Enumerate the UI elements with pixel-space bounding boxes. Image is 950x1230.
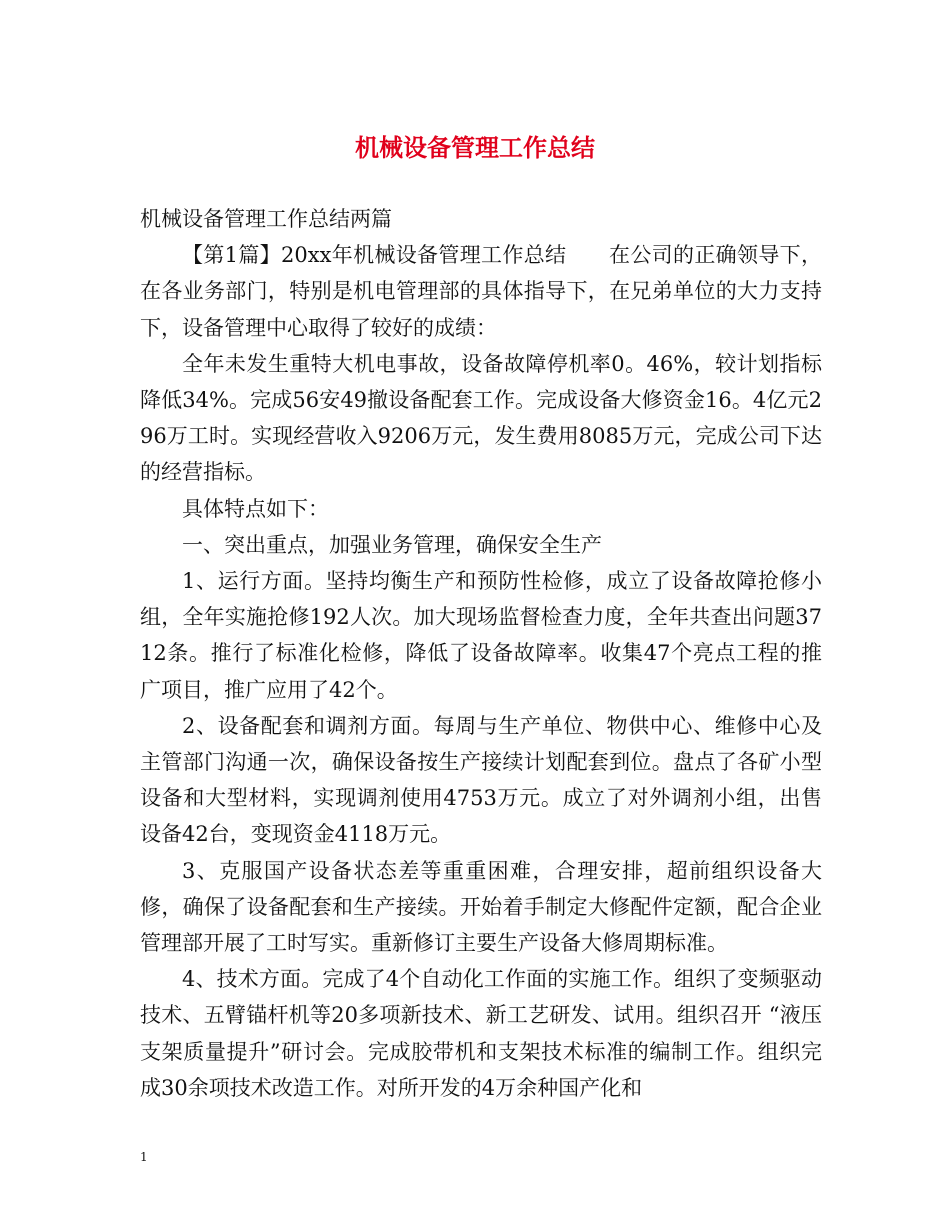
paragraph-technology: 4、技术方面。完成了4个自动化工作面的实施工作。组织了变频驱动技术、五臂锚杆机等20多项新技术、新工艺研发、试用。组织召开 “液压支架质量提升”研讨会。完成胶带机和支架技术标准的编制工作。组织完成30余项技术改造工作。对所开发的4万余种国产化和 (140, 967, 822, 1100)
paragraph-achievements: 全年未发生重特大机电事故，设备故障停机率0。46%，较计划指标降低34%。完成56安49撤设备配套工作。完成设备大修资金16。4亿元296万工时。实现经营收入9206万元，发生费用8085万元，完成公司下达的经营指标。 (140, 351, 822, 485)
paragraph-equipment-allocation: 2、设备配套和调剂方面。每周与生产单位、物供中心、维修中心及主管部门沟通一次，确保设备按生产接续计划配套到位。盘点了各矿小型设备和大型材料，实现调剂使用4753万元。成立了对外调剂小组，出售设备42台，变现资金4118万元。 (140, 713, 822, 847)
paragraph-intro: 【第1篇】20xx年机械设备管理工作总结 在公司的正确领导下，在各业务部门，特别是机电管理部的具体指导下，在兄弟单位的大力支持下，设备管理中心取得了较好的成绩： (140, 243, 822, 340)
section-heading-1: 一、突出重点，加强业务管理，确保安全生产 (182, 532, 602, 557)
document-body (140, 201, 822, 1106)
paragraph-overhaul: 3、克服国产设备状态差等重重困难，合理安排，超前组织设备大修，确保了设备配套和生产接续。开始着手制定大修配件定额，配合企业管理部开展了工时写实。重新修订主要生产设备大修周期标准。 (140, 858, 822, 956)
paragraph-features-intro: 具体特点如下： (182, 496, 329, 521)
paragraph-operation: 1、运行方面。坚持均衡生产和预防性检修，成立了设备故障抢修小组，全年实施抢修192人次。加大现场监督检查力度，全年共查出问题3712条。推行了标准化检修，降低了设备故障率。收集47个亮点工程的推广项目，推广应用了42个。 (140, 569, 822, 702)
document-title: 机械设备管理工作总结 (355, 133, 595, 162)
page-number: 1 (140, 1150, 148, 1164)
document-subtitle: 机械设备管理工作总结两篇 (140, 207, 392, 231)
